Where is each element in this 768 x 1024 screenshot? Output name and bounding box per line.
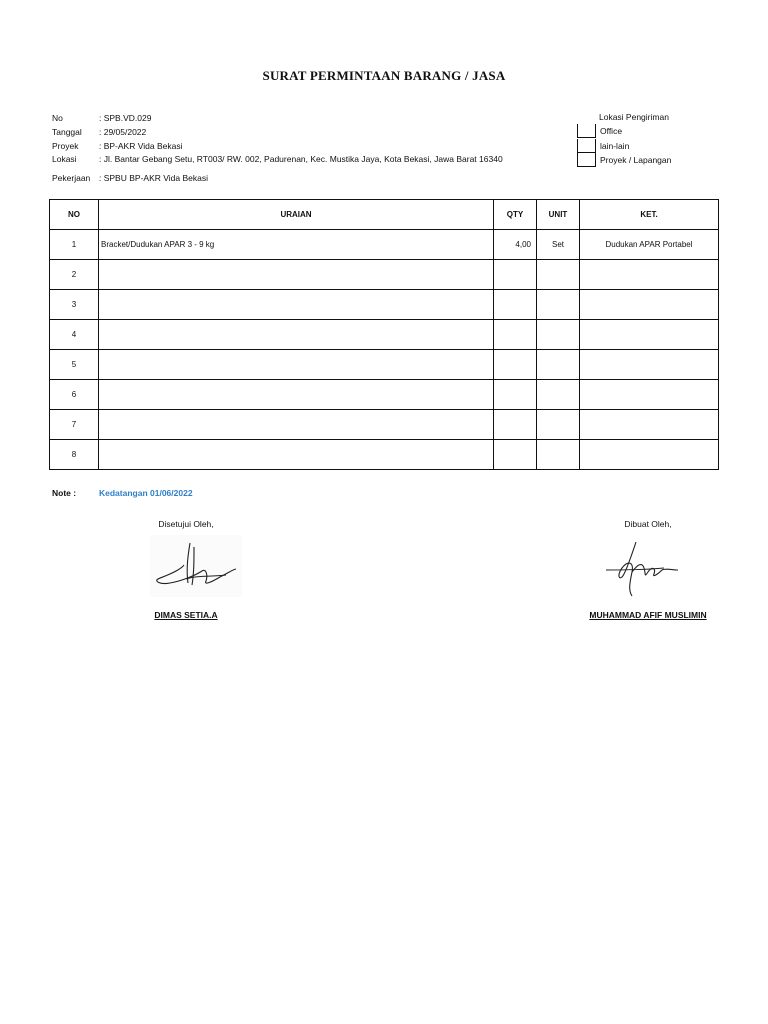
- cell-unit: [537, 290, 580, 320]
- cell-qty: [494, 290, 537, 320]
- office-label: Office: [600, 126, 623, 136]
- cell-uraian: [99, 350, 494, 380]
- cell-qty: [494, 320, 537, 350]
- tanggal-label: Tanggal: [52, 127, 82, 137]
- table-row: [50, 440, 719, 470]
- table-row: [50, 320, 719, 350]
- cell-ket: [580, 290, 719, 320]
- table-row: [50, 290, 719, 320]
- cell-ket: [580, 410, 719, 440]
- cell-ket: [580, 380, 719, 410]
- lain-lain-label: lain-lain: [600, 141, 630, 151]
- cell-no: 4: [50, 320, 99, 350]
- made-signature-image: [602, 538, 682, 600]
- table-row: [50, 380, 719, 410]
- cell-unit: [537, 410, 580, 440]
- cell-ket: [580, 320, 719, 350]
- option-office[interactable]: [577, 124, 622, 138]
- cell-no: 2: [50, 260, 99, 290]
- approved-signature-image: [150, 535, 242, 597]
- cell-qty: 4,00: [494, 230, 537, 260]
- pekerjaan-value: : SPBU BP-AKR Vida Bekasi: [99, 173, 208, 183]
- approved-caption: Disetujui Oleh,: [158, 519, 214, 529]
- cell-unit: [537, 350, 580, 380]
- cell-ket: [580, 440, 719, 470]
- document-title: SURAT PERMINTAAN BARANG / JASA: [262, 68, 506, 83]
- lokasi-pengiriman-title: Lokasi Pengiriman: [599, 112, 669, 122]
- lain-lain-checkbox[interactable]: [577, 139, 596, 153]
- proyek-lapangan-label: Proyek / Lapangan: [600, 155, 672, 165]
- approved-name: DIMAS SETIA.A: [154, 610, 218, 620]
- cell-no: 6: [50, 380, 99, 410]
- cell-ket: [580, 350, 719, 380]
- header-ket: KET.: [580, 200, 719, 230]
- cell-unit: [537, 380, 580, 410]
- cell-uraian: [99, 440, 494, 470]
- cell-ket: [580, 260, 719, 290]
- cell-uraian: [99, 260, 494, 290]
- cell-no: 5: [50, 350, 99, 380]
- no-value: : SPB.VD.029: [99, 113, 152, 123]
- header-qty: QTY: [494, 200, 537, 230]
- cell-uraian: [99, 320, 494, 350]
- proyek-lapangan-checkbox[interactable]: [577, 153, 596, 167]
- cell-no: 3: [50, 290, 99, 320]
- proyek-label: Proyek: [52, 141, 79, 151]
- cell-unit: [537, 440, 580, 470]
- cell-qty: [494, 440, 537, 470]
- note-label: Note :: [52, 488, 77, 498]
- cell-no: 1: [50, 230, 99, 260]
- lokasi-label: Lokasi: [52, 154, 77, 164]
- no-label: No: [52, 113, 63, 123]
- pekerjaan-label: Pekerjaan: [52, 173, 91, 183]
- table-row: [50, 230, 719, 260]
- made-name: MUHAMMAD AFIF MUSLIMIN: [589, 610, 707, 620]
- proyek-value: : BP-AKR Vida Bekasi: [99, 141, 183, 151]
- office-checkbox[interactable]: [577, 124, 596, 138]
- tanggal-value: : 29/05/2022: [99, 127, 147, 137]
- cell-qty: [494, 380, 537, 410]
- cell-ket: Dudukan APAR Portabel: [580, 230, 719, 260]
- option-proyek-lapangan[interactable]: [577, 153, 671, 167]
- items-table: [49, 199, 719, 470]
- cell-qty: [494, 350, 537, 380]
- table-row: [50, 410, 719, 440]
- header-no: NO: [50, 200, 99, 230]
- table-row: [50, 260, 719, 290]
- cell-unit: [537, 260, 580, 290]
- cell-uraian: [99, 380, 494, 410]
- made-caption: Dibuat Oleh,: [624, 519, 672, 529]
- cell-uraian: [99, 410, 494, 440]
- note-text: Kedatangan 01/06/2022: [99, 488, 193, 498]
- cell-unit: [537, 320, 580, 350]
- cell-uraian: [99, 290, 494, 320]
- cell-uraian: Bracket/Dudukan APAR 3 - 9 kg: [99, 230, 494, 260]
- cell-qty: [494, 410, 537, 440]
- table-header-row: [50, 200, 719, 230]
- cell-qty: [494, 260, 537, 290]
- lokasi-value: : Jl. Bantar Gebang Setu, RT003/ RW. 002, Padurenan, Kec. Mustika Jaya, Kota Bekasi, Jawa Barat 16340: [99, 154, 503, 164]
- cell-no: 7: [50, 410, 99, 440]
- table-row: [50, 350, 719, 380]
- cell-no: 8: [50, 440, 99, 470]
- cell-unit: Set: [537, 230, 580, 260]
- header-uraian: URAIAN: [99, 200, 494, 230]
- option-lain-lain[interactable]: [577, 139, 629, 153]
- header-unit: UNIT: [537, 200, 580, 230]
